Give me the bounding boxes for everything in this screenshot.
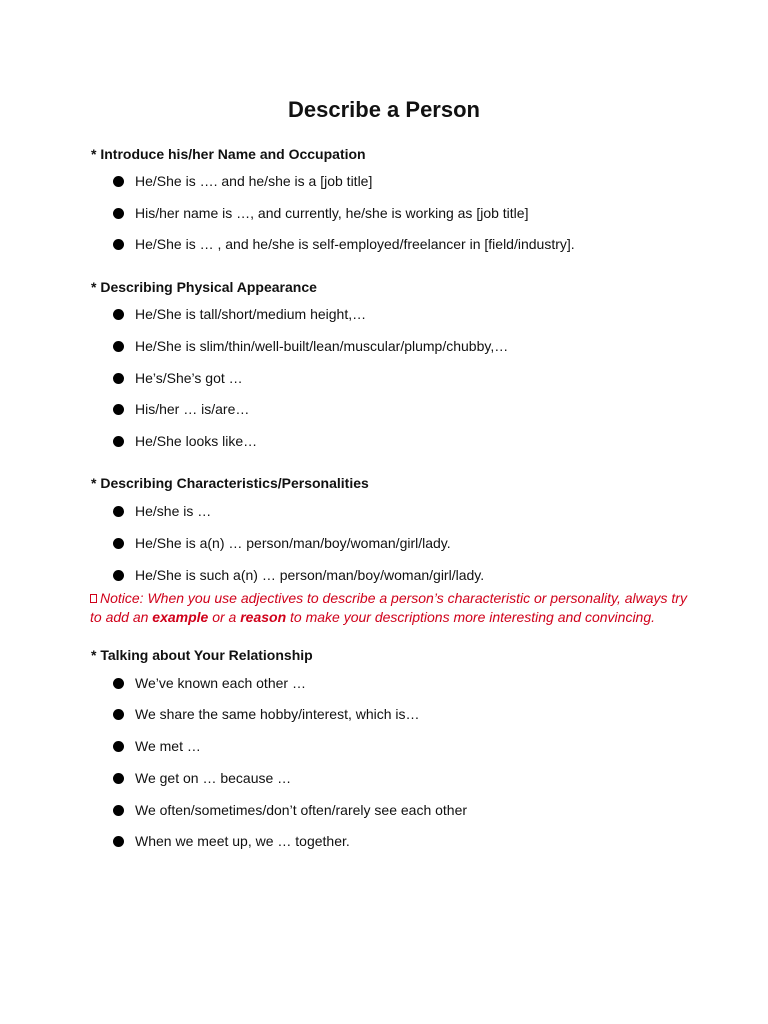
list-item <box>113 172 372 190</box>
list-item <box>113 502 211 520</box>
bullet-icon <box>113 570 124 581</box>
bullet-icon <box>113 176 124 187</box>
list-item-text: We share the same hobby/interest, which is… <box>135 706 420 722</box>
section-heading-appearance: * Describing Physical Appearance <box>91 279 317 295</box>
notice-emphasis-example: example <box>152 608 209 625</box>
list-item <box>113 305 366 323</box>
section-heading-occupation: * Introduce his/her Name and Occupation <box>91 146 366 162</box>
notice-text-3: to make your descriptions more interesting and convincing. <box>286 608 656 625</box>
list-item-text: He/She is … , and he/she is self-employed/freelancer in [field/industry]. <box>135 236 575 252</box>
notice-emphasis-reason: reason <box>240 608 287 625</box>
notice-icon <box>90 594 97 603</box>
list-item <box>113 705 420 723</box>
list-item <box>113 832 350 850</box>
list-item <box>113 566 484 584</box>
list-item-text: He/she is … <box>135 503 212 519</box>
notice-paragraph <box>90 589 690 626</box>
bullet-icon <box>113 538 124 549</box>
list-item-text: We often/sometimes/don’t often/rarely see each other <box>135 802 468 818</box>
list-item <box>113 674 306 692</box>
bullet-icon <box>113 436 124 447</box>
list-item-text: He/She is …. and he/she is a [job title] <box>135 173 373 189</box>
list-item-text: We met … <box>135 738 201 754</box>
list-item <box>113 534 451 552</box>
bullet-icon <box>113 404 124 415</box>
page-title: Describe a Person <box>288 97 480 122</box>
list-item-text: He/She is slim/thin/well-built/lean/muscular/plump/chubby,… <box>135 338 509 354</box>
list-item <box>113 737 201 755</box>
list-item-text: We’ve known each other … <box>135 675 306 691</box>
section-heading-personalities: * Describing Characteristics/Personalities <box>91 475 369 491</box>
list-item-text: His/her name is …, and currently, he/she is working as [job title] <box>135 205 529 221</box>
list-item <box>113 337 508 355</box>
notice-text-2: or a <box>208 608 241 625</box>
section-heading-relationship: * Talking about Your Relationship <box>91 647 313 663</box>
list-item-text: He/She is a(n) … person/man/boy/woman/girl/lady. <box>135 535 451 551</box>
notice-text-1: Notice: When you use adjectives to describe a person’s characteristic or personality, always try to add an <box>90 590 687 625</box>
bullet-icon <box>113 836 124 847</box>
list-item-text: He’s/She’s got … <box>135 370 243 386</box>
bullet-icon <box>113 773 124 784</box>
bullet-icon <box>113 208 124 219</box>
list-item <box>113 432 257 450</box>
bullet-icon <box>113 341 124 352</box>
bullet-icon <box>113 506 124 517</box>
list-item-text: He/She is such a(n) … person/man/boy/woman/girl/lady. <box>135 567 485 583</box>
list-item <box>113 204 528 222</box>
list-item-text: He/She is tall/short/medium height,… <box>135 306 367 322</box>
list-item <box>113 769 291 787</box>
bullet-icon <box>113 239 124 250</box>
list-item <box>113 235 575 253</box>
bullet-icon <box>113 741 124 752</box>
list-item <box>113 400 249 418</box>
list-item-text: When we meet up, we … together. <box>135 833 350 849</box>
list-item-text: His/her … is/are… <box>135 401 250 417</box>
list-item <box>113 801 467 819</box>
bullet-icon <box>113 678 124 689</box>
bullet-icon <box>113 709 124 720</box>
bullet-icon <box>113 805 124 816</box>
bullet-icon <box>113 309 124 320</box>
bullet-icon <box>113 373 124 384</box>
list-item <box>113 369 243 387</box>
list-item-text: We get on … because … <box>135 770 292 786</box>
list-item-text: He/She looks like… <box>135 433 258 449</box>
